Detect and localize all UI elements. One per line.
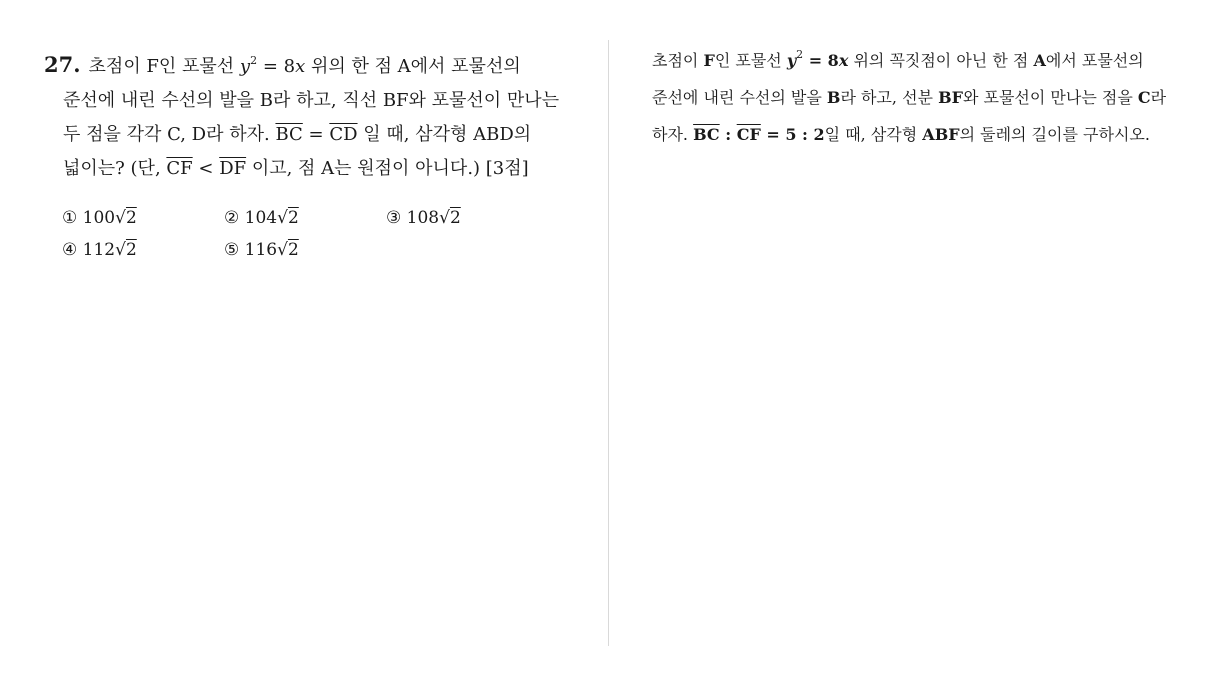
choice-mark: ① [62, 208, 78, 228]
text: 인 포물선 [714, 51, 787, 70]
math-var: x [838, 51, 849, 70]
math: F [703, 51, 715, 70]
sqrt-icon: √ [277, 208, 288, 228]
math: = 8 [257, 56, 296, 77]
text: 이고, 점 A는 원점이 아니다.) [3점] [246, 158, 529, 179]
math-exp: 2 [796, 48, 804, 61]
text: 에서 포물선의 [1045, 51, 1144, 70]
math-var: y [239, 56, 251, 77]
text: 초점이 [652, 51, 704, 70]
text: 일 때, 삼각형 [824, 125, 923, 144]
choice-row [62, 202, 574, 234]
text: 하자. [652, 125, 694, 144]
rewrite-line-3 [652, 116, 1192, 153]
radicand: 2 [125, 240, 137, 260]
problem-line-2 [44, 84, 574, 118]
answer-choices [44, 202, 574, 266]
math: C [1137, 88, 1151, 107]
choice-2[interactable] [224, 202, 386, 234]
choice-5[interactable] [224, 234, 386, 266]
problem-line-3 [44, 118, 574, 152]
text: 라 하고, 선분 [840, 88, 939, 107]
choice-mark: ④ [62, 240, 78, 260]
math: A [1033, 51, 1046, 70]
rewrite-line-1 [652, 36, 1192, 79]
sqrt-icon: √ [439, 208, 450, 228]
choice-value: 108 [406, 208, 440, 228]
choice-value: 116 [244, 240, 278, 260]
problem-panel [44, 44, 574, 266]
text: 일 때, 삼각형 ABD의 [357, 124, 532, 145]
choice-value: 104 [244, 208, 278, 228]
rewrite-panel [652, 36, 1192, 153]
segment-bc: $\overline{BC}$ [275, 124, 303, 145]
choice-value: 112 [82, 240, 116, 260]
question-number: 27. [44, 52, 81, 77]
column-divider [608, 40, 609, 646]
text: 위의 한 점 A에서 포물선의 [305, 56, 521, 77]
segment-cf: $\overline{CF}$ [166, 158, 193, 179]
text: 준선에 내린 수선의 발을 B라 하고, 직선 BF와 포물선이 만나는 [63, 90, 560, 111]
segment-bc: $\overline{BC}$ [693, 125, 720, 144]
problem-line-4 [44, 152, 574, 186]
choice-row [62, 234, 574, 266]
radicand: 2 [287, 240, 299, 260]
text: 위의 꼭짓점이 아닌 한 점 [848, 51, 1034, 70]
choice-value: 100 [82, 208, 116, 228]
choice-1[interactable] [62, 202, 224, 234]
math: ABF [922, 125, 960, 144]
choice-3[interactable] [386, 202, 548, 234]
choice-4[interactable] [62, 234, 224, 266]
segment-cd: $\overline{CD}$ [329, 124, 358, 145]
text: 준선에 내린 수선의 발을 [652, 88, 827, 107]
math: B [826, 88, 841, 107]
text: 의 둘레의 길이를 구하시오. [959, 125, 1150, 144]
radicand: 2 [125, 208, 137, 228]
sqrt-icon: √ [277, 240, 288, 260]
sqrt-icon: √ [115, 240, 126, 260]
sqrt-icon: √ [115, 208, 126, 228]
math: < [192, 158, 220, 179]
problem-line-1 [44, 44, 574, 84]
text: 라 [1150, 88, 1167, 107]
math: BF [938, 88, 963, 107]
segment-df: $\overline{DF}$ [219, 158, 247, 179]
choice-mark: ② [224, 208, 240, 228]
math-var: y [786, 51, 797, 70]
text: 두 점을 각각 C, D라 하자. [63, 124, 276, 145]
math-exp: 2 [250, 54, 258, 67]
rewrite-line-2 [652, 79, 1192, 116]
text: 와 포물선이 만나는 점을 [962, 88, 1138, 107]
choice-mark: ⑤ [224, 240, 240, 260]
math: = [302, 124, 330, 145]
math: = 8 [803, 51, 839, 70]
math: = 5 : 2 [760, 125, 825, 144]
radicand: 2 [287, 208, 299, 228]
text: 초점이 F인 포물선 [88, 56, 240, 77]
text: 넓이는? (단, [63, 158, 167, 179]
segment-cf: $\overline{CF}$ [736, 125, 761, 144]
math: : [719, 125, 737, 144]
radicand: 2 [449, 208, 461, 228]
choice-mark: ③ [386, 208, 402, 228]
math-var: x [295, 56, 306, 77]
